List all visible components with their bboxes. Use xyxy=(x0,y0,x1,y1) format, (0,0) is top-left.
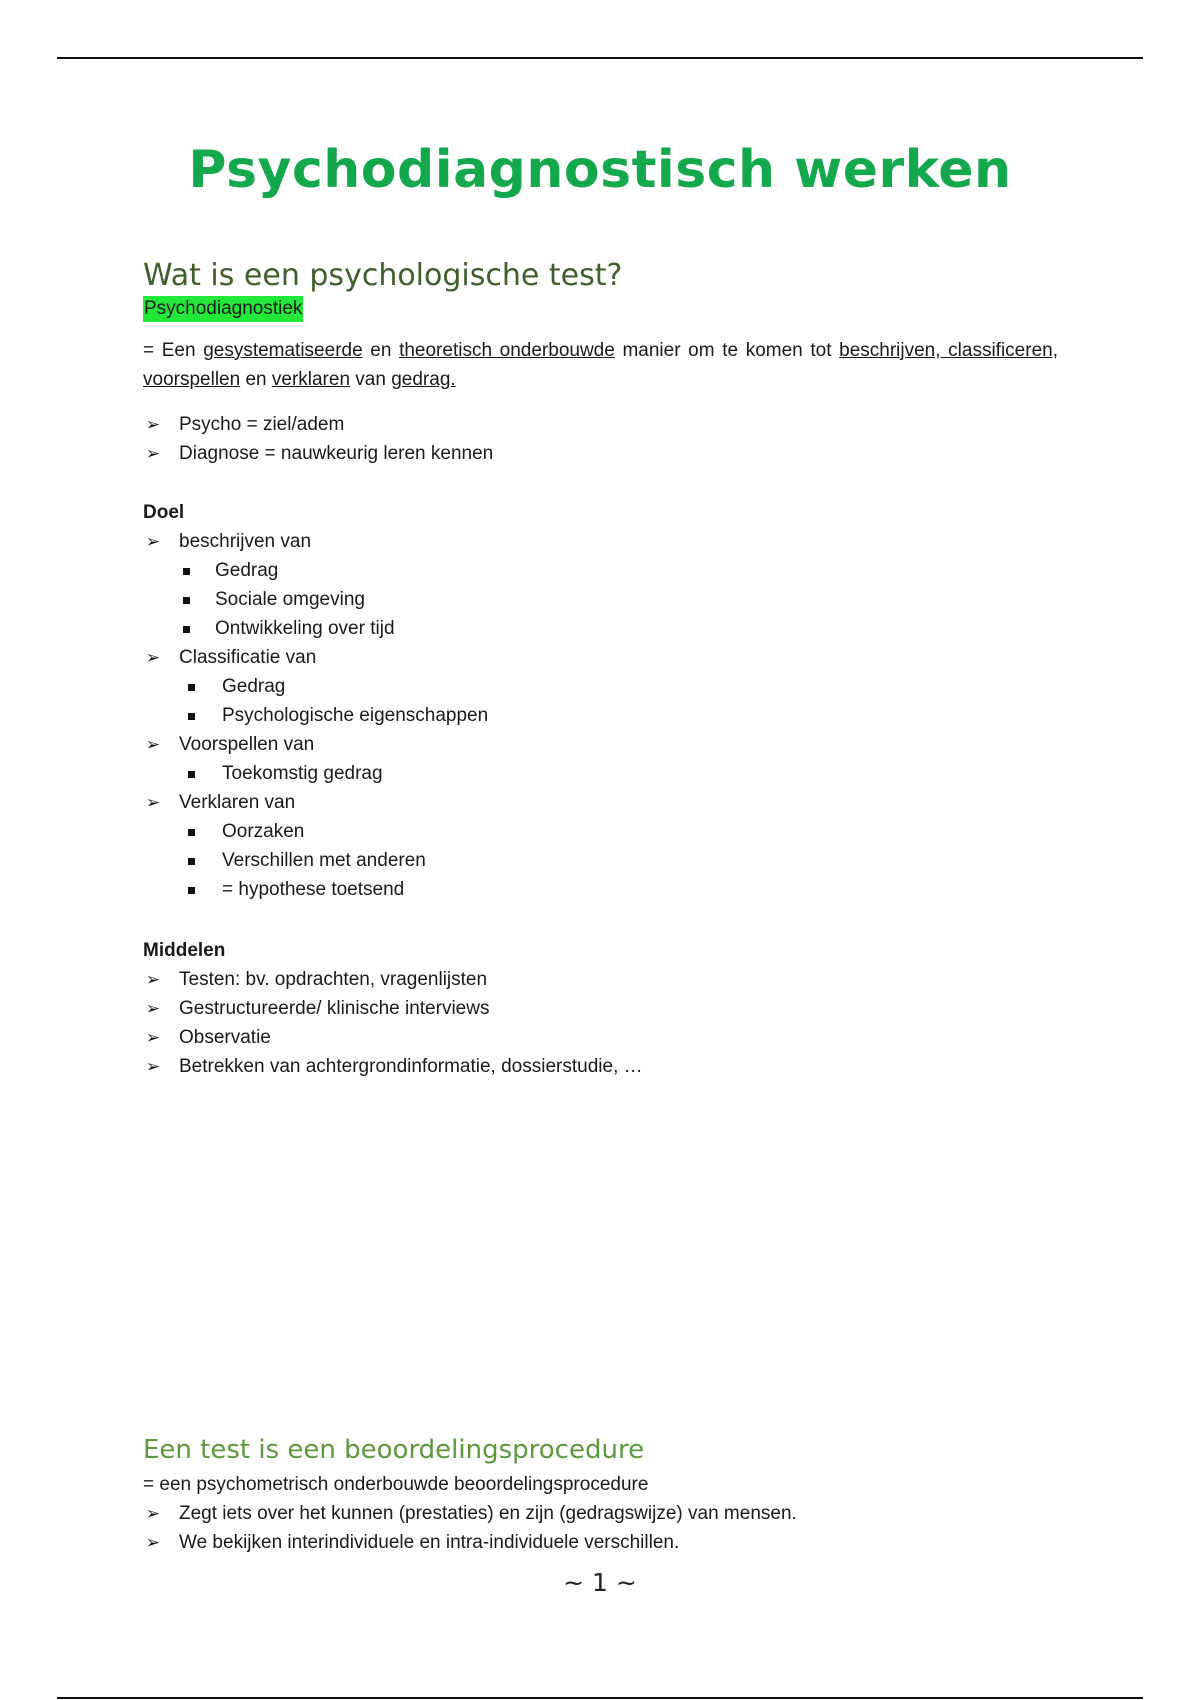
underlined-term: gesystematiseerde xyxy=(203,340,363,361)
sub-list-container xyxy=(143,556,1058,643)
definition-line: = een psychometrisch onderbouwde beoordelingsprocedure xyxy=(143,1474,649,1495)
page-title: Psychodiagnostisch werken xyxy=(188,140,1012,200)
arrowhead-bullet-icon: ➢ xyxy=(145,1028,161,1047)
sub-list-container xyxy=(143,817,1058,904)
square-bullet-icon xyxy=(188,713,195,720)
list-item xyxy=(143,788,1058,817)
square-bullet-icon xyxy=(188,829,195,836)
list-item-text: beschrijven van xyxy=(179,531,312,552)
list-item xyxy=(143,410,1058,439)
section-heading: Een test is een beoordelingsprocedure xyxy=(143,1435,645,1465)
section2-bullets xyxy=(143,1499,1058,1557)
arrowhead-bullet-icon: ➢ xyxy=(145,793,161,812)
underlined-term: beschrijven, classificeren, voorspellen xyxy=(143,340,1058,390)
sub-list-item xyxy=(143,585,1058,614)
square-bullet-icon xyxy=(188,684,195,691)
definition-paragraph xyxy=(143,336,1058,394)
list-item-text: Testen: bv. opdrachten, vragenlijsten xyxy=(179,969,488,990)
section-doel xyxy=(143,498,1058,904)
arrowhead-bullet-icon: ➢ xyxy=(145,970,161,989)
definition-text: = Een xyxy=(143,340,204,361)
list-item-text: Verklaren van xyxy=(179,792,296,813)
section-what-is-test xyxy=(143,258,1058,468)
square-bullet-icon xyxy=(188,858,195,865)
list-item xyxy=(143,994,1058,1023)
sub-list-item-text: Toekomstig gedrag xyxy=(222,763,383,784)
arrowhead-bullet-icon: ➢ xyxy=(145,532,161,551)
list-item xyxy=(143,1528,1058,1557)
bottom-rule xyxy=(57,1697,1143,1699)
sub-list-container xyxy=(143,759,1058,788)
square-bullet-icon xyxy=(188,771,195,778)
underlined-term: gedrag. xyxy=(391,369,456,390)
list-item xyxy=(143,439,1058,468)
list-item-text: Voorspellen van xyxy=(179,734,315,755)
arrowhead-bullet-icon: ➢ xyxy=(145,735,161,754)
sub-list xyxy=(143,556,1058,643)
sub-list-item-text: Verschillen met anderen xyxy=(222,850,426,871)
square-bullet-icon xyxy=(188,887,195,894)
list-item-text: Psycho = ziel/adem xyxy=(179,414,345,435)
underlined-term: verklaren xyxy=(271,369,351,390)
doel-heading: Doel xyxy=(143,502,185,523)
list-item xyxy=(143,730,1058,759)
highlighted-term: Psychodiagnostiek xyxy=(143,296,303,322)
list-item xyxy=(143,965,1058,994)
arrowhead-bullet-icon: ➢ xyxy=(145,999,161,1018)
list-item xyxy=(143,1052,1058,1081)
section-beoordelingsprocedure xyxy=(143,1432,1058,1557)
sub-list-item xyxy=(143,846,1058,875)
sub-list-item xyxy=(143,817,1058,846)
definition-text: en xyxy=(362,340,400,361)
sub-list-item-text: = hypothese toetsend xyxy=(222,879,405,900)
doel-list xyxy=(143,527,1058,904)
square-bullet-icon xyxy=(183,597,190,604)
list-item-text: Diagnose = nauwkeurig leren kennen xyxy=(179,443,494,464)
definition-text: manier om te komen tot xyxy=(614,340,840,361)
list-item-text: Classificatie van xyxy=(179,647,317,668)
sub-list-item-text: Gedrag xyxy=(215,560,279,581)
list-item xyxy=(143,643,1058,672)
middelen-heading: Middelen xyxy=(143,940,226,961)
top-rule xyxy=(57,57,1143,59)
sub-list-item xyxy=(143,556,1058,585)
sub-list-item-text: Psychologische eigenschappen xyxy=(222,705,489,726)
arrowhead-bullet-icon: ➢ xyxy=(145,444,161,463)
list-item-text: Gestructureerde/ klinische interviews xyxy=(179,998,490,1019)
sub-list xyxy=(143,817,1058,904)
arrowhead-bullet-icon: ➢ xyxy=(145,415,161,434)
sub-list xyxy=(143,672,1058,730)
list-item xyxy=(143,1499,1058,1528)
definition-bullets xyxy=(143,410,1058,468)
square-bullet-icon xyxy=(183,626,190,633)
section-heading: Wat is een psychologische test? xyxy=(143,258,623,293)
sub-list-item xyxy=(143,701,1058,730)
sub-list-item xyxy=(143,614,1058,643)
underlined-term: theoretisch onderbouwde xyxy=(399,340,615,361)
sub-list-item-text: Sociale omgeving xyxy=(215,589,365,610)
sub-list-item xyxy=(143,759,1058,788)
middelen-list xyxy=(143,965,1058,1081)
sub-list-item-text: Gedrag xyxy=(222,676,286,697)
sub-list-item-text: Ontwikkeling over tijd xyxy=(215,618,395,639)
square-bullet-icon xyxy=(183,568,190,575)
list-item-text: Zegt iets over het kunnen (prestaties) en zijn (gedragswijze) van mensen. xyxy=(179,1503,797,1524)
page-number: ~ 1 ~ xyxy=(563,1568,637,1597)
section-middelen xyxy=(143,936,1058,1081)
list-item-text: We bekijken interindividuele en intra-individuele verschillen. xyxy=(179,1532,680,1553)
sub-list xyxy=(143,759,1058,788)
list-item-text: Betrekken van achtergrondinformatie, dossierstudie, … xyxy=(179,1056,643,1077)
sub-list-item xyxy=(143,875,1058,904)
arrowhead-bullet-icon: ➢ xyxy=(145,1533,161,1552)
sub-list-item xyxy=(143,672,1058,701)
arrowhead-bullet-icon: ➢ xyxy=(145,1057,161,1076)
list-item xyxy=(143,1023,1058,1052)
sub-list-item-text: Oorzaken xyxy=(222,821,305,842)
list-item xyxy=(143,527,1058,556)
arrowhead-bullet-icon: ➢ xyxy=(145,648,161,667)
definition-text: van xyxy=(350,369,392,390)
list-item-text: Observatie xyxy=(179,1027,271,1048)
arrowhead-bullet-icon: ➢ xyxy=(145,1504,161,1523)
definition-text: en xyxy=(240,369,272,390)
sub-list-container xyxy=(143,672,1058,730)
